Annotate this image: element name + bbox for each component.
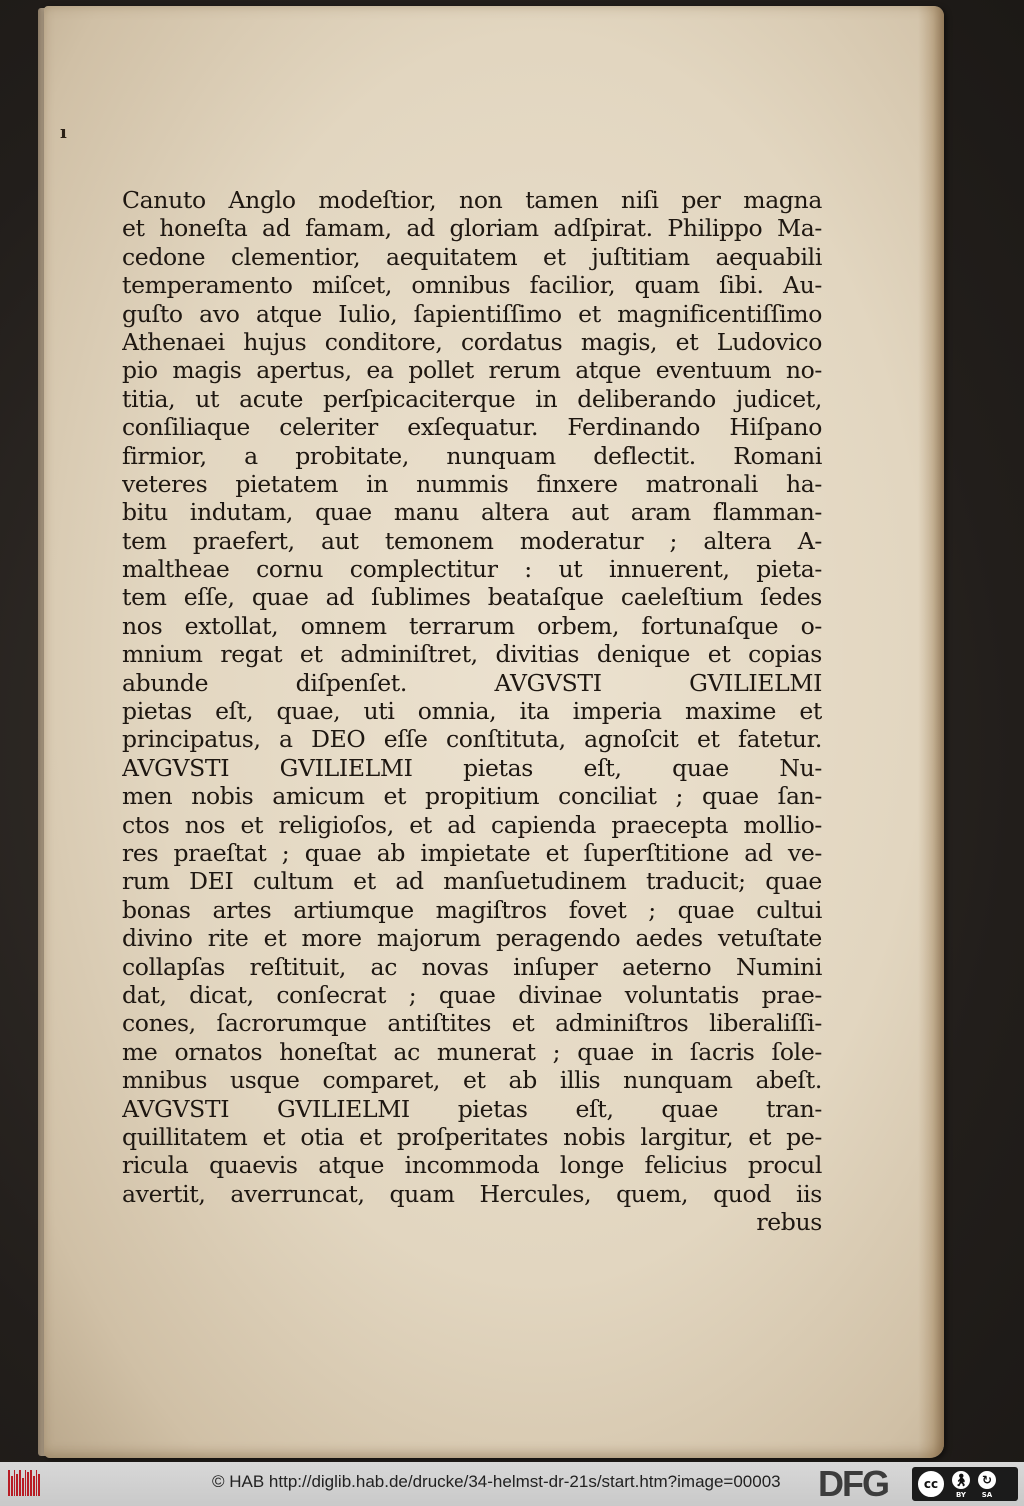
by-group (950, 1469, 972, 1499)
sa-icon: ↻ (976, 1469, 998, 1491)
text-line: guſto avo atque Iulio, ſapientiſſimo et magnificentiſſimo (122, 299, 822, 328)
catchword: rebus (756, 1208, 822, 1237)
text-line: veteres pietatem in nummis finxere matronali ha- (122, 469, 822, 498)
source-link[interactable]: © HAB http://diglib.hab.de/drucke/34-helmst-dr-21s/start.htm?image=00003 (212, 1472, 781, 1491)
dfg-logo: DFG (818, 1463, 888, 1504)
barcode-bar (36, 1470, 38, 1496)
text-line: AVGVSTI GVILIELMI pietas eſt, quae Nu- (122, 753, 822, 782)
barcode-bar (19, 1470, 21, 1496)
scanned-page (38, 6, 946, 1458)
cc-icon: cc (916, 1469, 946, 1499)
page-paper (44, 6, 944, 1458)
text-line: firmior, a probitate, nunquam deflectit. Romani (122, 441, 822, 470)
text-line: tem praefert, aut temonem moderatur ; altera A- (122, 526, 822, 555)
body-text (122, 186, 822, 1236)
text-line: divino rite et more majorum peragendo aedes vetuſtate (122, 924, 822, 953)
barcode-bar (25, 1470, 27, 1496)
barcode-bar (16, 1474, 18, 1496)
text-line: titia, ut acute perſpicaciterque in deliberando judicet, (122, 384, 822, 413)
text-line: Canuto Anglo modeſtior, non tamen niſi per magna (122, 186, 822, 214)
barcode-bar (38, 1474, 40, 1496)
text-line: avertit, averruncat, quam Hercules, quem, quod iis (122, 1179, 822, 1208)
text-line: nos extollat, omnem terrarum orbem, fortunaſque o- (122, 611, 822, 640)
text-line: pietas eſt, quae, uti omnia, ita imperia maxime et (122, 697, 822, 726)
text-line: principatus, a DEO eſſe conſtituta, agnoſcit et fatetur. (122, 725, 822, 754)
by-label: BY (955, 1491, 967, 1499)
text-line: me ornatos honeſtat ac munerat ; quae in ſacris ſole- (122, 1037, 822, 1066)
text-line: ctos nos et religioſos, et ad capienda praecepta mollio- (122, 810, 822, 839)
text-line: dat, dicat, conſecrat ; quae divinae voluntatis prae- (122, 980, 822, 1009)
text-line: AVGVSTI GVILIELMI pietas eſt, quae tran- (122, 1094, 822, 1123)
text-line: tem eſſe, quae ad ſublimes beataſque caeleſtium ſedes (122, 583, 822, 612)
sa-label: SA (981, 1491, 993, 1499)
margin-mark: ı (60, 122, 67, 143)
text-line: maltheae cornu complectitur : ut innuerent, pieta- (122, 555, 822, 584)
barcode-bar (14, 1470, 16, 1496)
text-line: men nobis amicum et propitium conciliat ; quae ſan- (122, 782, 822, 811)
text-line: res praeſtat ; quae ab impietate et ſuperſtitione ad ve- (122, 838, 822, 867)
footer-bar (0, 1462, 1024, 1506)
cc-license-badge[interactable] (912, 1467, 1018, 1501)
text-line: mnium regat et adminiſtret, divitias denique et copias (122, 640, 822, 669)
text-line: conſiliaque celeriter exſequatur. Ferdinando Hiſpano (122, 413, 822, 442)
text-line: bitu indutam, quae manu altera aut aram flamman- (122, 498, 822, 527)
barcode-bar (33, 1476, 35, 1496)
hab-barcode-icon (8, 1470, 40, 1496)
text-line: quillitatem et otia et proſperitates nobis largitur, et pe- (122, 1122, 822, 1151)
text-line: rum DEI cultum et ad manſuetudinem traducit; quae (122, 867, 822, 896)
text-line: cones, ſacrorumque antiſtites et adminiſtros liberaliſſi- (122, 1009, 822, 1038)
text-line: cedone clementior, aequitatem et juſtitiam aequabili (122, 242, 822, 271)
text-line: ricula quaevis atque incommoda longe felicius procul (122, 1151, 822, 1180)
text-line: pio magis apertus, ea pollet rerum atque eventuum no- (122, 356, 822, 385)
text-line: temperamento miſcet, omnibus facilior, quam ſibi. Au- (122, 271, 822, 300)
text-line: et honeſta ad famam, ad gloriam adſpirat. Philippo Ma- (122, 214, 822, 243)
barcode-bar (27, 1472, 29, 1496)
sa-group (976, 1469, 998, 1499)
by-icon: 🚶︎ (950, 1469, 972, 1491)
text-line: abunde diſpenſet. AVGVSTI GVILIELMI (122, 668, 822, 697)
text-line: collapſas reſtituit, ac novas inſuper aeterno Numini (122, 952, 822, 981)
barcode-bar (8, 1470, 10, 1496)
barcode-bar (22, 1478, 24, 1496)
barcode-bar (11, 1476, 13, 1496)
text-line: mnibus usque comparet, et ab illis nunquam abeſt. (122, 1066, 822, 1095)
text-line: Athenaei hujus conditore, cordatus magis, et Ludovico (122, 327, 822, 356)
barcode-bar (30, 1470, 32, 1496)
text-line: bonas artes artiumque magiſtros fovet ; quae cultui (122, 895, 822, 924)
